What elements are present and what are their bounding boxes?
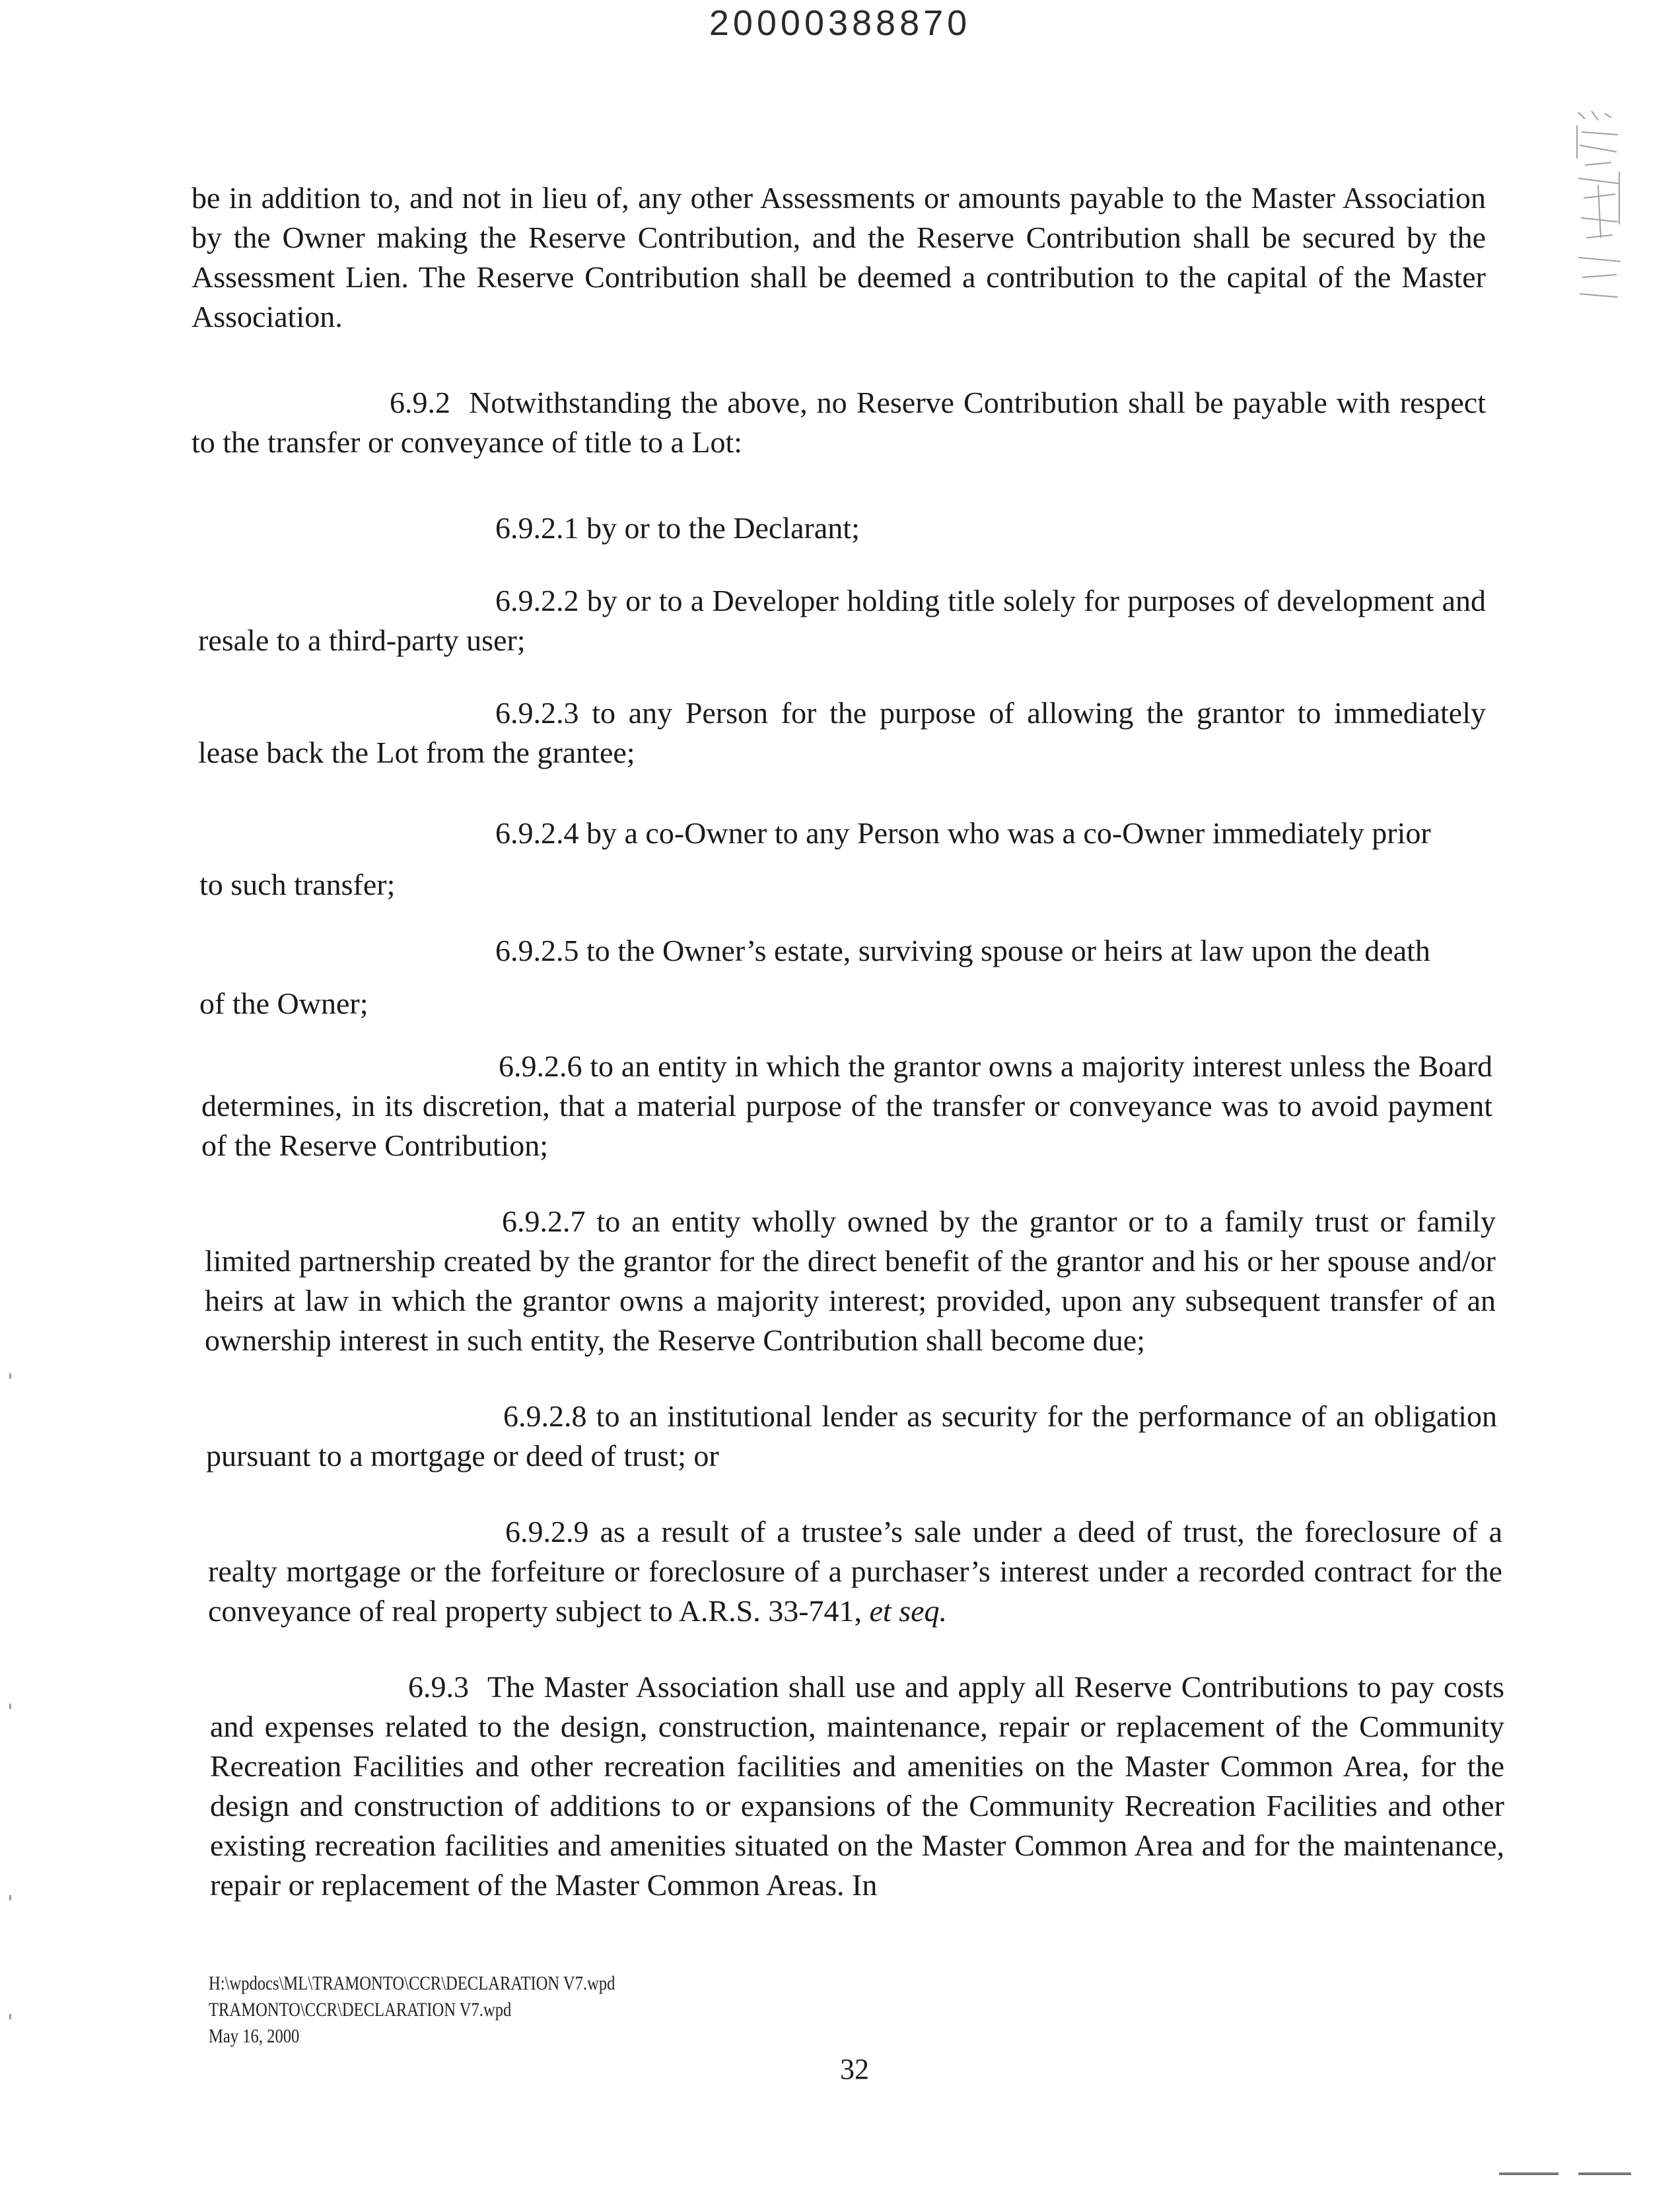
- scan-artifact: [9, 1704, 11, 1709]
- section-number: 6.9.3: [408, 1670, 469, 1704]
- subsection-line: of the Owner;: [199, 987, 368, 1020]
- scan-artifact: [9, 1373, 11, 1379]
- subsection-line: 6.9.2.5 to the Owner’s estate, surviving spouse or heirs at law upon the death: [495, 934, 1430, 967]
- subsection-6-9-2-9: [208, 1512, 1502, 1631]
- scan-artifact: [1578, 2172, 1631, 2175]
- subsection-6-9-2-1: 6.9.2.1 by or to the Declarant;: [495, 511, 860, 545]
- subsection-6-9-2-3: 6.9.2.3 to any Person for the purpose of allowing the grantor to immediately lease back the Lot from the grantee;: [198, 696, 1486, 769]
- section-number: 6.9.2: [390, 386, 450, 419]
- footer-file-path: H:\wpdocs\ML\TRAMONTO\CCR\DECLARATION V7.wpd: [209, 1972, 615, 1994]
- section-text: Notwithstanding the above, no Reserve Contribution shall be payable with respect to the transfer or conveyance of title to a Lot:: [192, 386, 1487, 459]
- subsection-line: 6.9.2.4 by a co-Owner to any Person who was a co-Owner immediately prior: [495, 816, 1431, 850]
- document-number: 20000388870: [709, 3, 971, 43]
- latin-phrase: et seq.: [869, 1594, 948, 1628]
- subsection-6-9-2-7: 6.9.2.7 to an entity wholly owned by the grantor or to a family trust or family limited partnership created by the grantor for the direct benefit of the grantor and his or her spouse and/or heirs at law in which the grantor owns a majority interest; provided, upon any subsequent transfer of an ownership interest in such entity, the Reserve Contribution shall become due;: [205, 1204, 1496, 1357]
- recording-stamp-mark: [1572, 106, 1625, 304]
- continued-paragraph: be in addition to, and not in lieu of, any other Assessments or amounts payable to the Master Association by the Owner making the Reserve Contribution, and the Reserve Contribution shall be secured by the Assessment Lien. The Reserve Contribution shall be deemed a contribution to the capital of the Master Association.: [192, 181, 1486, 333]
- subsection-6-9-2-2: 6.9.2.2 by or to a Developer holding title solely for purposes of development and resale to a third-party user;: [198, 584, 1486, 657]
- section-6-9-2: [192, 383, 1486, 462]
- subsection-text: 6.9.2.9 as a result of a trustee’s sale under a deed of trust, the foreclosure of a realty mortgage or the forfeiture or foreclosure of a purchaser’s interest under a recorded contract for the conveyance of real property subject to A.R.S. 33-741,: [208, 1515, 1502, 1628]
- footer-date: May 16, 2000: [209, 2025, 300, 2047]
- scan-artifact: [9, 1895, 11, 1900]
- section-text: The Master Association shall use and apply all Reserve Contributions to pay costs and expenses related to the design, construction, maintenance, repair or replacement of the Community Recreation Facilities and other recreation facilities and amenities on the Master Common Area, for the design and construction of additions to or expansions of the Community Recreation Facilities and other existing recreation facilities and amenities situated on the Master Common Area and for the maintenance, repair or replacement of the Master Common Areas. In: [210, 1670, 1505, 1902]
- subsection-6-9-2-6: 6.9.2.6 to an entity in which the grantor owns a majority interest unless the Board determines, in its discretion, that a material purpose of the transfer or conveyance was to avoid payment of the Reserve Contribution;: [201, 1049, 1492, 1162]
- subsection-6-9-2-8: 6.9.2.8 to an institutional lender as security for the performance of an obligation pursuant to a mortgage or deed of trust; or: [206, 1399, 1497, 1473]
- footer-file-path-short: TRAMONTO\CCR\DECLARATION V7.wpd: [209, 1999, 512, 2021]
- section-6-9-3: [210, 1667, 1504, 1905]
- scan-artifact: [9, 2014, 11, 2019]
- scan-artifact: [1499, 2172, 1558, 2175]
- subsection-line: to such transfer;: [199, 868, 396, 901]
- page-number: 32: [840, 2053, 869, 2085]
